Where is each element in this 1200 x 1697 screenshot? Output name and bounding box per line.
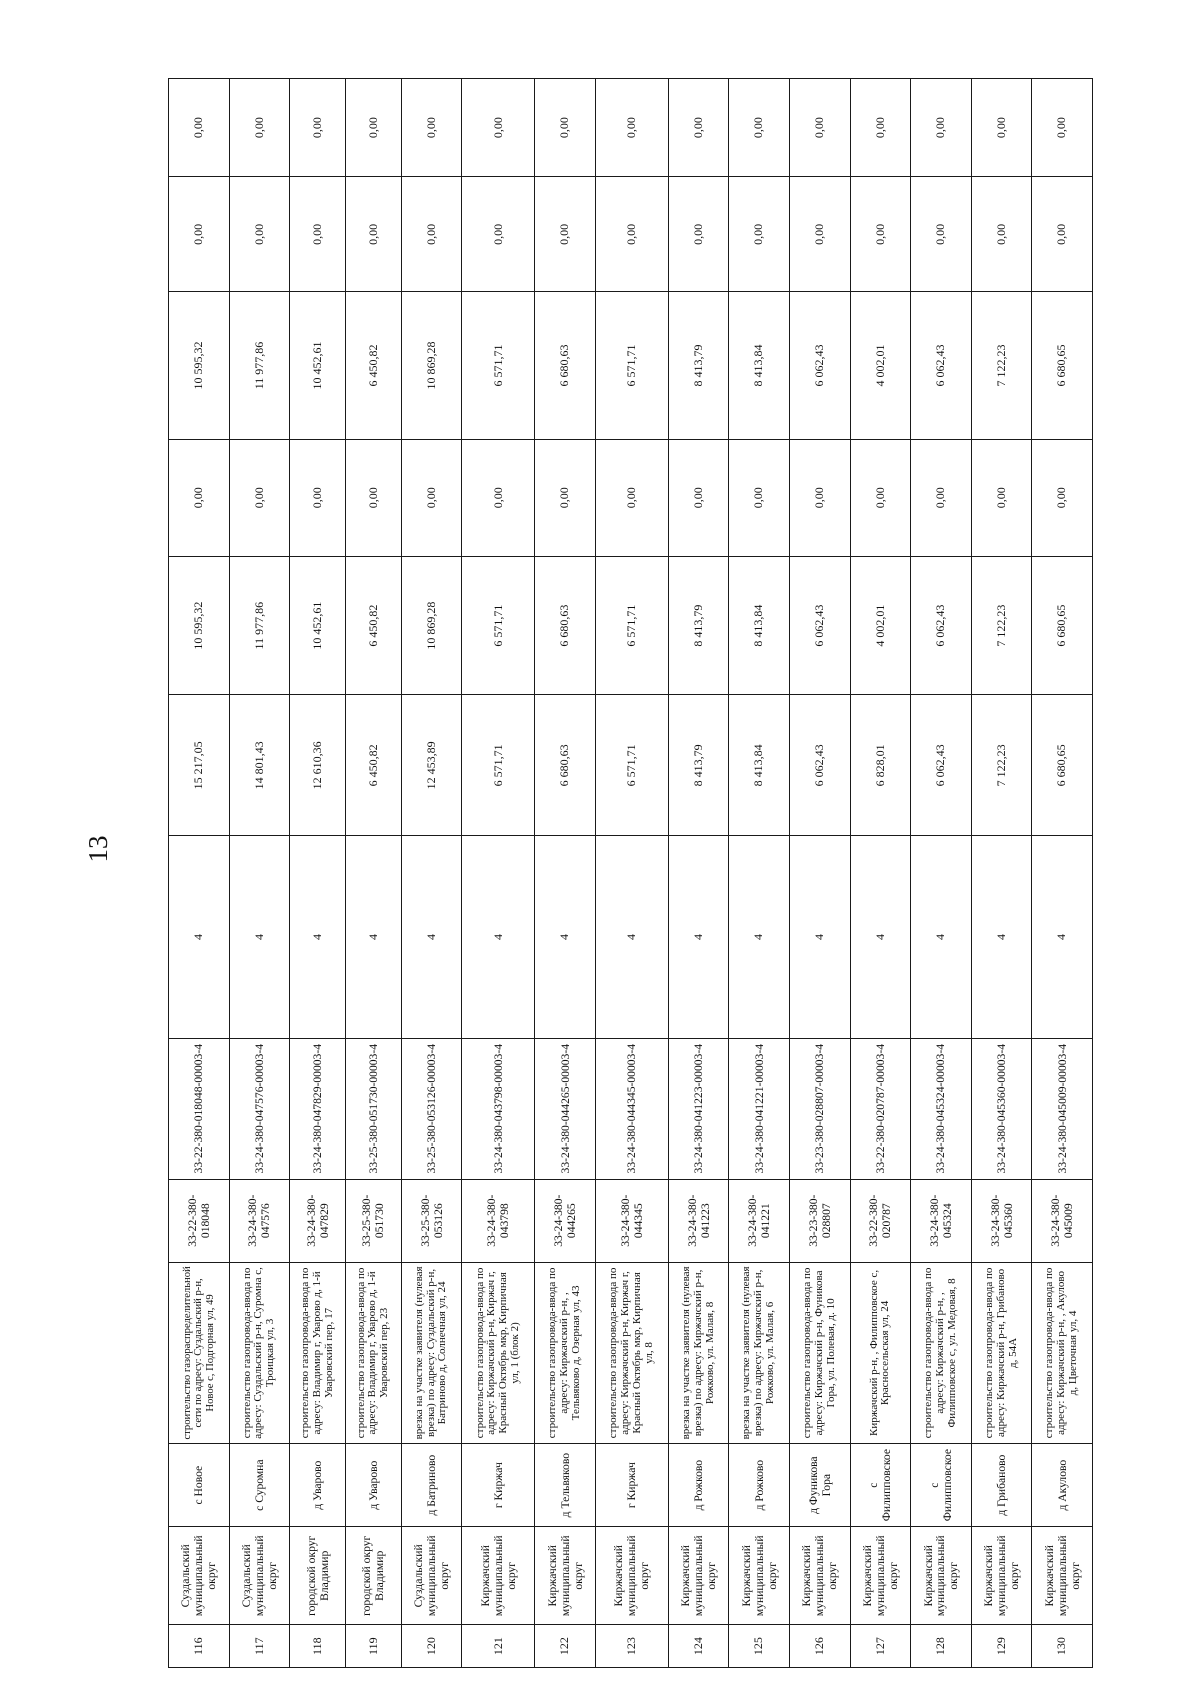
district-cell: Киржачский муниципальный округ [535, 1527, 596, 1625]
application-number-cell: 33-24-380-044345-00003-4 [595, 1038, 668, 1179]
amount-2-cell: 0,00 [535, 439, 596, 556]
total-cost-cell: 8 413,79 [668, 695, 729, 836]
amount-4-cell: 0,00 [229, 177, 290, 292]
category-cell: 4 [290, 836, 346, 1039]
amount-3-cell: 8 413,84 [729, 292, 790, 439]
district-cell: Киржачский муниципальный округ [729, 1527, 790, 1625]
amount-1-cell: 8 413,79 [668, 556, 729, 695]
amount-4-cell: 0,00 [729, 177, 790, 292]
amount-3-cell: 8 413,79 [668, 292, 729, 439]
row-number-cell: 122 [535, 1625, 596, 1668]
table-row [595, 79, 668, 1668]
amount-1-cell: 7 122,23 [971, 556, 1032, 695]
work-description-cell: строительство газораспределительной сети по адресу: Суздальский р-н, Новое с, Подгорная ул, 49 [169, 1262, 230, 1443]
locality-cell: д Батриново [401, 1444, 462, 1527]
total-cost-cell: 6 828,01 [850, 695, 911, 836]
table-row [535, 79, 596, 1668]
application-number-cell: 33-23-380-028807-00003-4 [790, 1038, 851, 1179]
category-cell: 4 [850, 836, 911, 1039]
amount-4-cell: 0,00 [345, 177, 401, 292]
locality-cell: с Новое [169, 1444, 230, 1527]
object-code-cell: 33-22-380-018048 [169, 1179, 230, 1262]
district-cell: Киржачский муниципальный округ [462, 1527, 535, 1625]
amount-5-cell: 0,00 [911, 79, 972, 177]
district-cell: Суздальский муниципальный округ [169, 1527, 230, 1625]
total-cost-cell: 7 122,23 [971, 695, 1032, 836]
rotated-table-frame [168, 78, 1093, 1668]
amount-5-cell: 0,00 [1032, 79, 1093, 177]
row-number-cell: 119 [345, 1625, 401, 1668]
amount-4-cell: 0,00 [971, 177, 1032, 292]
district-cell: Киржачский муниципальный округ [850, 1527, 911, 1625]
district-cell: Киржачский муниципальный округ [668, 1527, 729, 1625]
amount-4-cell: 0,00 [911, 177, 972, 292]
amount-1-cell: 6 062,43 [790, 556, 851, 695]
amount-1-cell: 6 450,82 [345, 556, 401, 695]
application-number-cell: 33-25-380-053126-00003-4 [401, 1038, 462, 1179]
locality-cell: д Тельвяково [535, 1444, 596, 1527]
amount-1-cell: 6 062,43 [911, 556, 972, 695]
amount-5-cell: 0,00 [229, 79, 290, 177]
amount-2-cell: 0,00 [911, 439, 972, 556]
category-cell: 4 [668, 836, 729, 1039]
total-cost-cell: 12 453,89 [401, 695, 462, 836]
total-cost-cell: 8 413,84 [729, 695, 790, 836]
work-description-cell: врезка на участке заявителя (нулевая врезка) по адресу: Суздальский р-н, Батриново д, Солнечная ул, 24 [401, 1262, 462, 1443]
amount-2-cell: 0,00 [462, 439, 535, 556]
district-cell: Киржачский муниципальный округ [1032, 1527, 1093, 1625]
application-number-cell: 33-22-380-020787-00003-4 [850, 1038, 911, 1179]
work-description-cell: строительство газопровода-ввода по адресу: Киржачский р-н, , Тельвяково д, Озерная ул, 43 [535, 1262, 596, 1443]
application-number-cell: 33-24-380-043798-00003-4 [462, 1038, 535, 1179]
category-cell: 4 [535, 836, 596, 1039]
application-number-cell: 33-24-380-045009-00003-4 [1032, 1038, 1093, 1179]
application-number-cell: 33-24-380-041223-00003-4 [668, 1038, 729, 1179]
table-row [971, 79, 1032, 1668]
category-cell: 4 [229, 836, 290, 1039]
locality-cell: д Фуникова Гора [790, 1444, 851, 1527]
locality-cell: г Киржач [462, 1444, 535, 1527]
object-code-cell: 33-24-380-041223 [668, 1179, 729, 1262]
object-code-cell: 33-24-380-043798 [462, 1179, 535, 1262]
amount-5-cell: 0,00 [290, 79, 346, 177]
district-cell: Киржачский муниципальный округ [971, 1527, 1032, 1625]
amount-2-cell: 0,00 [229, 439, 290, 556]
total-cost-cell: 6 062,43 [911, 695, 972, 836]
amount-2-cell: 0,00 [850, 439, 911, 556]
locality-cell: д Рожково [668, 1444, 729, 1527]
amount-4-cell: 0,00 [595, 177, 668, 292]
work-description-cell: строительство газопровода-ввода по адресу: Киржачский р-н, , Акулово д, Цветочная ул, 4 [1032, 1262, 1093, 1443]
total-cost-cell: 15 217,05 [169, 695, 230, 836]
object-code-cell: 33-24-380-047576 [229, 1179, 290, 1262]
application-number-cell: 33-24-380-044265-00003-4 [535, 1038, 596, 1179]
amount-5-cell: 0,00 [169, 79, 230, 177]
object-code-cell: 33-25-380-051730 [345, 1179, 401, 1262]
locality-cell: д Грибаново [971, 1444, 1032, 1527]
category-cell: 4 [1032, 836, 1093, 1039]
work-description-cell: строительство газопровода-ввода по адресу: Киржачский р-н, Киржач г, Красный Октябрь мкр, Кирпичная ул, 1 (блок 2) [462, 1262, 535, 1443]
page-number: 13 [83, 835, 113, 863]
row-number-cell: 126 [790, 1625, 851, 1668]
locality-cell: г Киржач [595, 1444, 668, 1527]
amount-2-cell: 0,00 [971, 439, 1032, 556]
amount-5-cell: 0,00 [668, 79, 729, 177]
total-cost-cell: 6 571,71 [462, 695, 535, 836]
amount-5-cell: 0,00 [850, 79, 911, 177]
amount-3-cell: 6 062,43 [911, 292, 972, 439]
amount-2-cell: 0,00 [729, 439, 790, 556]
amount-2-cell: 0,00 [169, 439, 230, 556]
category-cell: 4 [595, 836, 668, 1039]
work-description-cell: Киржачский р-н, , Филипповское с, Красносельская ул, 24 [850, 1262, 911, 1443]
category-cell: 4 [729, 836, 790, 1039]
row-number-cell: 123 [595, 1625, 668, 1668]
work-description-cell: строительство газопровода-ввода по адресу: Суздальский р-н, Суромна с, Троицкая ул, 3 [229, 1262, 290, 1443]
amount-1-cell: 11 977,86 [229, 556, 290, 695]
amount-4-cell: 0,00 [790, 177, 851, 292]
amount-4-cell: 0,00 [535, 177, 596, 292]
row-number-cell: 129 [971, 1625, 1032, 1668]
amount-2-cell: 0,00 [668, 439, 729, 556]
object-code-cell: 33-22-380-020787 [850, 1179, 911, 1262]
work-description-cell: врезка на участке заявителя (нулевая врезка) по адресу: Киржачский р-н, Рожково, ул. Малая, 8 [668, 1262, 729, 1443]
locality-cell: д Акулово [1032, 1444, 1093, 1527]
connection-cost-table [168, 78, 1093, 1668]
amount-1-cell: 6 680,63 [535, 556, 596, 695]
table-row [729, 79, 790, 1668]
amount-4-cell: 0,00 [850, 177, 911, 292]
object-code-cell: 33-24-380-045360 [971, 1179, 1032, 1262]
row-number-cell: 124 [668, 1625, 729, 1668]
amount-3-cell: 6 062,43 [790, 292, 851, 439]
amount-1-cell: 4 002,01 [850, 556, 911, 695]
amount-2-cell: 0,00 [1032, 439, 1093, 556]
total-cost-cell: 6 450,82 [345, 695, 401, 836]
amount-5-cell: 0,00 [595, 79, 668, 177]
application-number-cell: 33-24-380-047576-00003-4 [229, 1038, 290, 1179]
locality-cell: с Филипповское [911, 1444, 972, 1527]
amount-1-cell: 8 413,84 [729, 556, 790, 695]
work-description-cell: врезка на участке заявителя (нулевая врезка) по адресу: Киржачский р-н, Рожково, ул. Малая, 6 [729, 1262, 790, 1443]
object-code-cell: 33-25-380-053126 [401, 1179, 462, 1262]
table-row [169, 79, 230, 1668]
row-number-cell: 120 [401, 1625, 462, 1668]
work-description-cell: строительство газопровода-ввода по адресу: Владимир г, Уварово д, 1-й Уваровский пер, 17 [290, 1262, 346, 1443]
application-number-cell: 33-25-380-051730-00003-4 [345, 1038, 401, 1179]
amount-2-cell: 0,00 [790, 439, 851, 556]
table-row [345, 79, 401, 1668]
amount-3-cell: 6 680,63 [535, 292, 596, 439]
amount-1-cell: 6 571,71 [595, 556, 668, 695]
row-number-cell: 130 [1032, 1625, 1093, 1668]
district-cell: городской округ Владимир [345, 1527, 401, 1625]
amount-3-cell: 6 571,71 [462, 292, 535, 439]
district-cell: городской округ Владимир [290, 1527, 346, 1625]
district-cell: Киржачский муниципальный округ [790, 1527, 851, 1625]
category-cell: 4 [971, 836, 1032, 1039]
amount-4-cell: 0,00 [169, 177, 230, 292]
amount-5-cell: 0,00 [345, 79, 401, 177]
amount-2-cell: 0,00 [345, 439, 401, 556]
table-row [668, 79, 729, 1668]
object-code-cell: 33-24-380-044345 [595, 1179, 668, 1262]
amount-2-cell: 0,00 [595, 439, 668, 556]
amount-3-cell: 11 977,86 [229, 292, 290, 439]
amount-3-cell: 6 571,71 [595, 292, 668, 439]
total-cost-cell: 6 571,71 [595, 695, 668, 836]
object-code-cell: 33-24-380-045324 [911, 1179, 972, 1262]
work-description-cell: строительство газопровода-ввода по адресу: Владимир г, Уварово д, 1-й Уваровский пер, 23 [345, 1262, 401, 1443]
amount-5-cell: 0,00 [971, 79, 1032, 177]
application-number-cell: 33-24-380-045324-00003-4 [911, 1038, 972, 1179]
amount-1-cell: 10 452,61 [290, 556, 346, 695]
category-cell: 4 [462, 836, 535, 1039]
amount-1-cell: 6 571,71 [462, 556, 535, 695]
category-cell: 4 [790, 836, 851, 1039]
locality-cell: д Уварово [290, 1444, 346, 1527]
work-description-cell: строительство газопровода-ввода по адресу: Киржачский р-н, Киржач г, Красный Октябрь мкр, Кирпичная ул, 8 [595, 1262, 668, 1443]
district-cell: Суздальский муниципальный округ [229, 1527, 290, 1625]
total-cost-cell: 12 610,36 [290, 695, 346, 836]
row-number-cell: 128 [911, 1625, 972, 1668]
category-cell: 4 [911, 836, 972, 1039]
amount-1-cell: 10 595,32 [169, 556, 230, 695]
amount-5-cell: 0,00 [535, 79, 596, 177]
amount-3-cell: 6 450,82 [345, 292, 401, 439]
table-row [290, 79, 346, 1668]
object-code-cell: 33-24-380-047829 [290, 1179, 346, 1262]
table-row [850, 79, 911, 1668]
amount-3-cell: 10 595,32 [169, 292, 230, 439]
locality-cell: д Уварово [345, 1444, 401, 1527]
application-number-cell: 33-24-380-045360-00003-4 [971, 1038, 1032, 1179]
work-description-cell: строительство газопровода-ввода по адресу: Киржачский р-н, , Филипповское с, ул. Медовая, 8 [911, 1262, 972, 1443]
amount-5-cell: 0,00 [462, 79, 535, 177]
amount-3-cell: 6 680,65 [1032, 292, 1093, 439]
amount-3-cell: 7 122,23 [971, 292, 1032, 439]
table-row [401, 79, 462, 1668]
object-code-cell: 33-24-380-041221 [729, 1179, 790, 1262]
application-number-cell: 33-22-380-018048-00003-4 [169, 1038, 230, 1179]
work-description-cell: строительство газопровода-ввода по адресу: Киржачский р-н, Фуникова Гора, ул. Полевая, д. 10 [790, 1262, 851, 1443]
locality-cell: д Рожково [729, 1444, 790, 1527]
table-body [169, 79, 1093, 1668]
row-number-cell: 116 [169, 1625, 230, 1668]
district-cell: Киржачский муниципальный округ [911, 1527, 972, 1625]
amount-3-cell: 4 002,01 [850, 292, 911, 439]
total-cost-cell: 14 801,43 [229, 695, 290, 836]
category-cell: 4 [345, 836, 401, 1039]
amount-1-cell: 10 869,28 [401, 556, 462, 695]
amount-2-cell: 0,00 [401, 439, 462, 556]
district-cell: Суздальский муниципальный округ [401, 1527, 462, 1625]
amount-1-cell: 6 680,65 [1032, 556, 1093, 695]
amount-2-cell: 0,00 [290, 439, 346, 556]
district-cell: Киржачский муниципальный округ [595, 1527, 668, 1625]
category-cell: 4 [401, 836, 462, 1039]
row-number-cell: 118 [290, 1625, 346, 1668]
locality-cell: с Суромна [229, 1444, 290, 1527]
table-row [229, 79, 290, 1668]
total-cost-cell: 6 680,65 [1032, 695, 1093, 836]
amount-4-cell: 0,00 [462, 177, 535, 292]
category-cell: 4 [169, 836, 230, 1039]
amount-5-cell: 0,00 [401, 79, 462, 177]
application-number-cell: 33-24-380-041221-00003-4 [729, 1038, 790, 1179]
row-number-cell: 125 [729, 1625, 790, 1668]
row-number-cell: 121 [462, 1625, 535, 1668]
amount-4-cell: 0,00 [668, 177, 729, 292]
amount-5-cell: 0,00 [790, 79, 851, 177]
work-description-cell: строительство газопровода-ввода по адресу: Киржачский р-н, Грибаново д, 54А [971, 1262, 1032, 1443]
table-row [790, 79, 851, 1668]
amount-4-cell: 0,00 [290, 177, 346, 292]
table-row [462, 79, 535, 1668]
row-number-cell: 117 [229, 1625, 290, 1668]
total-cost-cell: 6 680,63 [535, 695, 596, 836]
amount-5-cell: 0,00 [729, 79, 790, 177]
amount-4-cell: 0,00 [1032, 177, 1093, 292]
amount-3-cell: 10 869,28 [401, 292, 462, 439]
amount-4-cell: 0,00 [401, 177, 462, 292]
total-cost-cell: 6 062,43 [790, 695, 851, 836]
locality-cell: с Филипповское [850, 1444, 911, 1527]
application-number-cell: 33-24-380-047829-00003-4 [290, 1038, 346, 1179]
amount-3-cell: 10 452,61 [290, 292, 346, 439]
row-number-cell: 127 [850, 1625, 911, 1668]
object-code-cell: 33-23-380-028807 [790, 1179, 851, 1262]
table-row [911, 79, 972, 1668]
table-row [1032, 79, 1093, 1668]
object-code-cell: 33-24-380-045009 [1032, 1179, 1093, 1262]
object-code-cell: 33-24-380-044265 [535, 1179, 596, 1262]
